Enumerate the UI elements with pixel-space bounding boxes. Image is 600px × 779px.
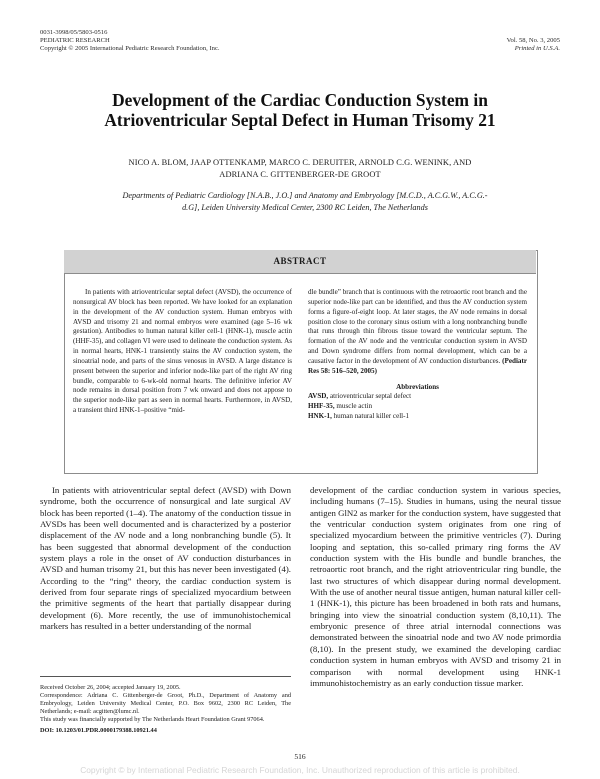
- running-header-left: [40, 29, 220, 53]
- body-column-left: [40, 485, 291, 632]
- page-number: 516: [294, 752, 306, 761]
- abbreviation-item: HHF-35, muscle actin: [308, 402, 373, 411]
- introduction-paragraph-1: In patients with atrioventricular septal defect (AVSD) with Down syndrome, both the occurrence of nonsurgical and late surgical AV block has been reported (1–4). The anatomy of the conduction tissue in AVSDs has been well documented and is characterized by a posterior displacement of the AV node and a long nonbranching bundle (5). It has been suggested that abnormal development of the conduction system plays a role in the onset of AV conduction disturbances in AVSD and human trisomy 21, but this has never been investigated (4). According to the “ring” theory, the cardiac conduction system is derived from four separate rings of specialized myocardium between the primitive segments of the heart that partially disappear during development (6). More recently, the use of immunohistochemical markers has resulted in a better understanding of the normal: [40, 485, 291, 632]
- abstract-citation: (Pediatr Res 58: 516–520, 2005): [308, 356, 527, 375]
- affiliation: Departments of Pediatric Cardiology [N.A.B., J.O.] and Anatomy and Embryology [M.C.D., A.C.G.W., A.C.G.-d.G], Leiden University Medical Center, 2300 RC Leiden, The Netherlands: [122, 191, 488, 212]
- abstract-heading: ABSTRACT: [273, 256, 327, 266]
- copyright-line: Copyright © 2005 International Pediatric Research Foundation, Inc.: [40, 45, 220, 52]
- copyright-watermark: Copyright © by International Pediatric Research Foundation, Inc. Unauthorized reproduction of this article is prohibited.: [80, 765, 520, 775]
- footnote-received: Received October 26, 2004; accepted January 19, 2005.: [40, 684, 181, 691]
- printed-in: Printed in U.S.A.: [514, 45, 560, 52]
- author-line-1: NICO A. BLOM, JAAP OTTENKAMP, MARCO C. DERUITER, ARNOLD C.G. WENINK, AND: [128, 158, 472, 167]
- introduction-paragraph-2: development of the cardiac conduction system in various species, including humans (7–15). Studies in humans, using the neural tissue antigen GlN2 as marker for the conduction system, have suggested that the ventricular conduction system originates from one ring of specialized myocardium between the primitive ventricles (7). During looping and septation, this so-called primary ring forms the AV conduction system with the His bundle and bundle branches, the retroaortic root branch, and the right atrioventricular ring bundle, the last two structures of which disappear during normal development. With the use of another neural tissue antigen, human natural killer cell-1 (HNK-1), this picture has been broadened in both rats and humans, bringing into view the sinoatrial conduction system (8,10,11). The embryonic presence of three atrial internodal connections was demonstrated between the sinoatrial node and two AV node primordia (8,10). In the present study, we examined the developing cardiac conduction system in human embryos with AVSD and trisomy 21 in comparison with normal development using HNK-1 immunohistochemistry as an early conduction tissue marker.: [310, 485, 561, 688]
- abstract-column-right: [308, 288, 527, 422]
- abbreviations-heading: Abbreviations: [396, 382, 439, 391]
- footnote-divider: [40, 676, 291, 677]
- abstract-text-right: [308, 288, 527, 377]
- abbreviation-item: AVSD, atrioventricular septal defect: [308, 392, 412, 401]
- footnote-doi: DOI: 10.1203/01.PDR.0000179388.10921.44: [40, 727, 157, 735]
- abstract-text-left: In patients with atrioventricular septal defect (AVSD), the occurrence of nonsurgical AV block has been reported. We have looked for an explanation in the development of the AV conduction system. Human embryos with AVSD and trisomy 21 and normal embryos were examined (age 5–16 wk gestation). Antibodies to human natural killer cell-1 (HNK-1), muscle actin (HHF-35), and collagen VI were used to delineate the conduction system. As in normal hearts, HNK-1 transiently stains the AV conduction system, the sinoatrial node, and parts of the sinus venosus in AVSD. A large distance is present between the superior and inferior node-like part of the right AV ring bundle, comparable to 6-wk-old normal hearts. The definitive inferior AV node remains in dorsal position from 7 wk onward and does not appose to the superior node-like part as seen in normal hearts. Furthermore, in AVSD, a transient third HNK-1–positive “mid-: [73, 288, 292, 415]
- journal-name: PEDIATRIC RESEARCH: [40, 37, 110, 44]
- author-list: [70, 157, 530, 181]
- footnote-funding: This study was financially supported by The Netherlands Heart Foundation Grant 97064.: [40, 716, 265, 724]
- article-title: Development of the Cardiac Conduction System in Atrioventricular Septal Defect in Human Trisomy 21: [104, 90, 496, 130]
- footnote-correspondence: Correspondence: Adriana C. Gittenberger-de Groot, Ph.D., Department of Anatomy and Embryology, Leiden University Medical Center, P.O. Box 9602, 2300 RC Leiden, The Netherlands; e-mail: acgitten@lumc.nl.: [40, 692, 291, 716]
- abstract-text-right-body: dle bundle” branch that is continuous with the retroaortic root branch and the superior node-like part can be identified, and thus the AV conduction system forms a figure-of-eight loop. At later stages, the AV node remains in dorsal position close to the coronary sinus ostium with a long nonbranching bundle that runs through thin fibrous tissue toward the ventricular septum. The formation of the AV node and the ventricular conduction system in AVSD and Down syndrome differs from normal development, which can be a causative factor in the development of AV conduction disturbances.: [308, 288, 527, 365]
- abbreviation-item: HNK-1, human natural killer cell-1: [308, 412, 410, 421]
- abstract-column-left: [73, 288, 292, 416]
- volume-issue: Vol. 58, No. 3, 2005: [506, 37, 560, 44]
- author-line-2: ADRIANA C. GITTENBERGER-DE GROOT: [219, 170, 381, 179]
- footnotes: [40, 684, 291, 736]
- body-column-right: [310, 485, 561, 689]
- issn: 0031-3998/05/5803-0516: [40, 29, 108, 36]
- running-header-right: [507, 37, 560, 53]
